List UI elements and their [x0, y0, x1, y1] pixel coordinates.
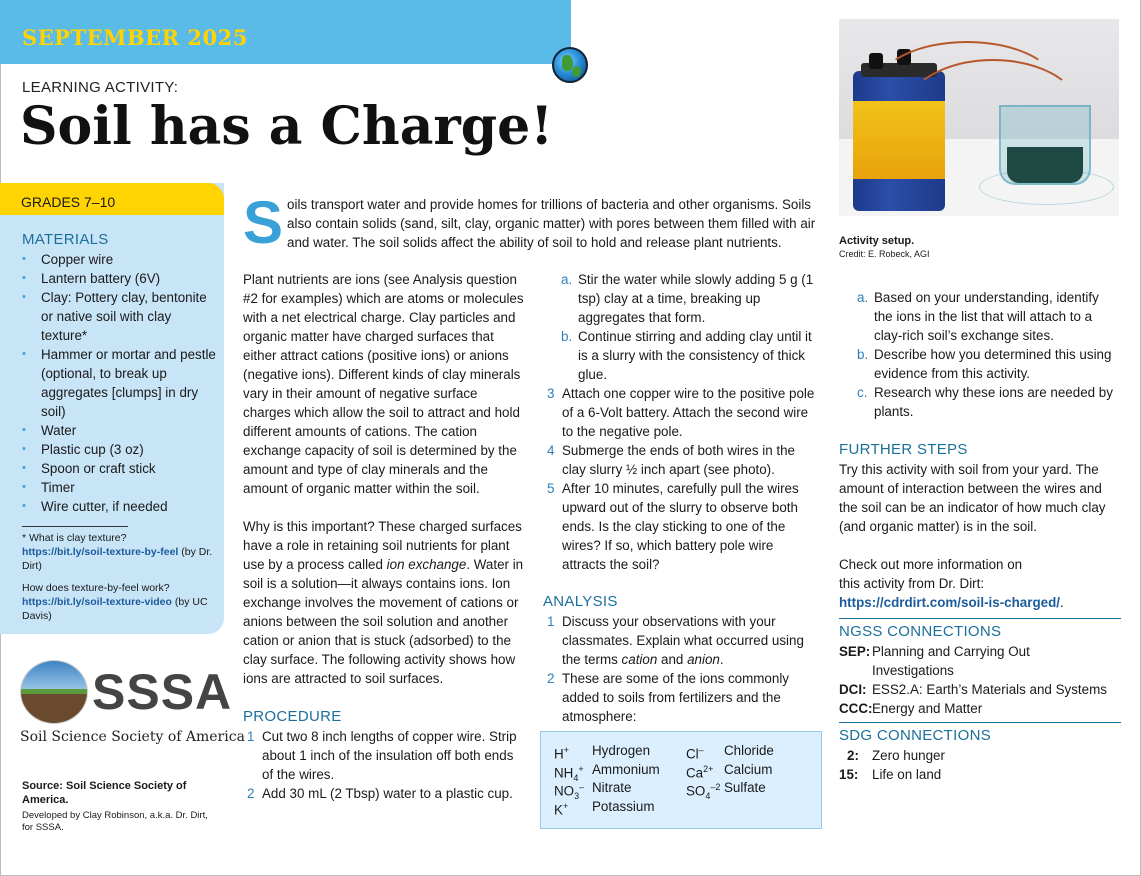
ion-formula: Cl–	[686, 745, 704, 762]
ions-table	[540, 731, 822, 829]
materials-heading: MATERIALS	[22, 231, 109, 248]
list-item: b. Continue stirring and adding clay until it is a slurry with the consistency of thick glue.	[561, 329, 812, 382]
footnote-credit: (by UC Davis)	[22, 596, 208, 622]
procedure-substeps	[543, 270, 815, 384]
sdg-item: 2: Zero hunger	[847, 748, 945, 763]
list-item: • Hammer or mortar and pestle (optional, to break up aggregates [clumps] in dry soil)	[22, 345, 217, 421]
footnote-clay-texture	[22, 531, 217, 573]
ion-name: Chloride	[724, 743, 774, 758]
column-2	[543, 270, 815, 726]
list-item: • Water	[22, 421, 217, 440]
list-item: • Clay: Pottery clay, bentonite or native soil with clay texture*	[22, 288, 217, 345]
footnote-question: How does texture-by-feel work?	[22, 582, 170, 594]
list-item: 1 Discuss your observations with your classmates. Explain what occurred using the terms cation and anion.	[547, 614, 804, 667]
materials-list	[22, 250, 217, 516]
photo-caption: Activity setup.	[839, 235, 915, 247]
intro-paragraph	[243, 189, 823, 256]
analysis-list	[543, 612, 815, 726]
ion-formula: $NO_3^-$	[554, 782, 585, 802]
footnote-question: * What is clay texture?	[22, 532, 127, 544]
drop-cap: S	[243, 189, 284, 256]
ion-formula: $Ca^{2+}$	[686, 764, 714, 781]
ngss-ccc: CCC: Energy and Matter	[839, 701, 983, 716]
ngss-heading: NGSS CONNECTIONS	[839, 623, 1002, 640]
texture-by-feel-link[interactable]: https://bit.ly/soil-texture-by-feel	[22, 546, 179, 558]
intro-text: oils transport water and provide homes for trillions of bacteria and other organisms. Soils also contain solids (sand, silt, clay, organic matter) with pores between them filled with air and water. The soil solids affect the ability of soil to hold and release plant nutrients.	[287, 197, 816, 250]
list-item: 2 These are some of the ions commonly added to soils from fertilizers and the atmosphere:	[547, 671, 790, 724]
more-info-text: Check out more information on this activity from Dr. Dirt:	[839, 557, 1023, 591]
globe-icon	[552, 47, 588, 83]
column-3: a. Based on your understanding, identify the ions in the list that will attach to a clay-rich soil’s exchange sites. b. Describe how you determined this using evidence from this activity. c. Research why these ions are needed by plants. FURTHER STEPS Try this activity with soil from your yard. The amount of interaction between the wires and the soil can be an indicator of how much clay (and organic matter) is in the soil. Check out more information on this activity from Dr. Dirt: https://cdrdirt.com/soil-is-charged/. NGSS CONNECTIONS SEP: Planning and Carrying Out Investigations DCI: ESS2.A: Earth’s Materials and Systems CCC: Energy and Matter SDG CONNECTIONS 2: Zero hunger 15: Life on land	[839, 288, 1121, 784]
analysis-heading: ANALYSIS	[543, 593, 618, 610]
photo-credit: Credit: E. Robeck, AGI	[839, 249, 930, 259]
list-item: 3 Attach one copper wire to the positive pole of a 6-Volt battery. Attach the second wire to the negative pole.	[547, 386, 815, 439]
ngss-dci: DCI: ESS2.A: Earth’s Materials and Systems	[839, 682, 1107, 697]
column-1	[243, 270, 525, 803]
logo-wordmark: SSSA	[92, 664, 233, 720]
ion-formula: $SO_4^{-2}$	[686, 782, 721, 802]
list-item: c. Research why these ions are needed by plants.	[857, 385, 1113, 419]
list-item: 1 Cut two 8 inch lengths of copper wire. Strip about 1 inch of the insulation off both ends of the wires.	[247, 729, 517, 782]
ngss-sep: SEP: Planning and Carrying Out Investigations	[839, 644, 1030, 678]
paragraph-importance: Why is this important? These charged surfaces have a role in retaining soil nutrients for plant use by a process called ion exchange. Water in soil is a solution—it always contains ions. Ion exchange involves the movement of cations or anions between the soil solution and another cation or anion that is stuck (adsorbed) to the clay surface. The following activity shows how ions are attracted to soil surfaces.	[243, 519, 524, 686]
developer-note: Developed by Clay Robinson, a.k.a. Dr. Dirt, for SSSA.	[22, 810, 208, 833]
date-banner	[0, 0, 571, 64]
list-item: a. Stir the water while slowly adding 5 g (1 tsp) clay at a time, breaking up aggregates that form.	[561, 272, 814, 325]
ion-name: Ammonium	[592, 762, 660, 777]
logo-subtitle: Soil Science Society of America	[20, 729, 245, 745]
page-title: Soil has a Charge!	[20, 96, 554, 157]
analysis-questions	[839, 288, 1121, 421]
sssa-logo	[20, 660, 245, 750]
sdg-heading: SDG CONNECTIONS	[839, 727, 992, 744]
soil-profile-icon	[20, 660, 88, 724]
ion-name: Hydrogen	[592, 743, 651, 758]
ion-formula: H+	[554, 745, 569, 762]
footnote-credit: (by Dr. Dirt)	[22, 546, 213, 572]
activity-setup-photo	[839, 19, 1119, 216]
procedure-list-continued	[543, 384, 815, 574]
procedure-heading: PROCEDURE	[243, 708, 342, 725]
ion-formula: $NH_4^+$	[554, 764, 584, 784]
footnotes	[22, 531, 217, 623]
list-item: a. Based on your understanding, identify the ions in the list that will attach to a clay-rich soil’s exchange sites.	[857, 290, 1099, 343]
source-note: Source: Soil Science Society of America.	[22, 780, 187, 806]
paragraph-plant-nutrients: Plant nutrients are ions (see Analysis question #2 for examples) which are atoms or molecules with a net electrical charge. Clay particles and organic matter have charged surfaces that either attract cations (positive ions) or anions (negative ions). Different kinds of clay minerals vary in their amount of negative surface charges which allow the soil to attract and hold different amounts of cations. The cation exchange capacity of soil is determined by the amount and type of clay minerals and the amount of organic matter within the soil.	[243, 272, 524, 496]
list-item: • Wire cutter, if needed	[22, 497, 217, 516]
list-item: • Lantern battery (6V)	[22, 269, 217, 288]
list-item: b. Describe how you determined this using evidence from this activity.	[857, 347, 1112, 381]
list-item: • Copper wire	[22, 250, 217, 269]
activity-kicker: LEARNING ACTIVITY:	[22, 79, 179, 96]
list-item: • Plastic cup (3 oz)	[22, 440, 217, 459]
further-steps-heading: FURTHER STEPS	[839, 441, 968, 458]
footnote-texture-video	[22, 581, 217, 623]
procedure-list	[243, 727, 525, 803]
sdg-item: 15: Life on land	[839, 767, 942, 782]
ion-name: Nitrate	[592, 780, 632, 795]
list-item: • Spoon or craft stick	[22, 459, 217, 478]
ion-name: Sulfate	[724, 780, 766, 795]
dr-dirt-link[interactable]: https://cdrdirt.com/soil-is-charged/	[839, 595, 1060, 610]
texture-video-link[interactable]: https://bit.ly/soil-texture-video	[22, 596, 172, 608]
ion-name: Calcium	[724, 762, 773, 777]
grades-badge: GRADES 7–10	[0, 183, 224, 215]
list-item: 5 After 10 minutes, carefully pull the wires upward out of the slurry to observe both ends. Is the clay sticking to one of the wires? If so, which battery pole wire attracts the soil?	[547, 481, 799, 572]
ion-formula: K+	[554, 801, 569, 818]
ion-name: Potassium	[592, 799, 655, 814]
list-item: 2 Add 30 mL (2 Tbsp) water to a plastic cup.	[247, 786, 513, 801]
list-item: 4 Submerge the ends of both wires in the clay slurry ½ inch apart (see photo).	[547, 443, 795, 477]
list-item: • Timer	[22, 478, 217, 497]
footnote-rule	[22, 526, 128, 527]
issue-month: SEPTEMBER 2025	[22, 25, 248, 50]
further-steps-text: Try this activity with soil from your yard. The amount of interaction between the wires and the soil can be an indicator of how much clay (and organic matter) is in the soil.	[839, 462, 1106, 534]
